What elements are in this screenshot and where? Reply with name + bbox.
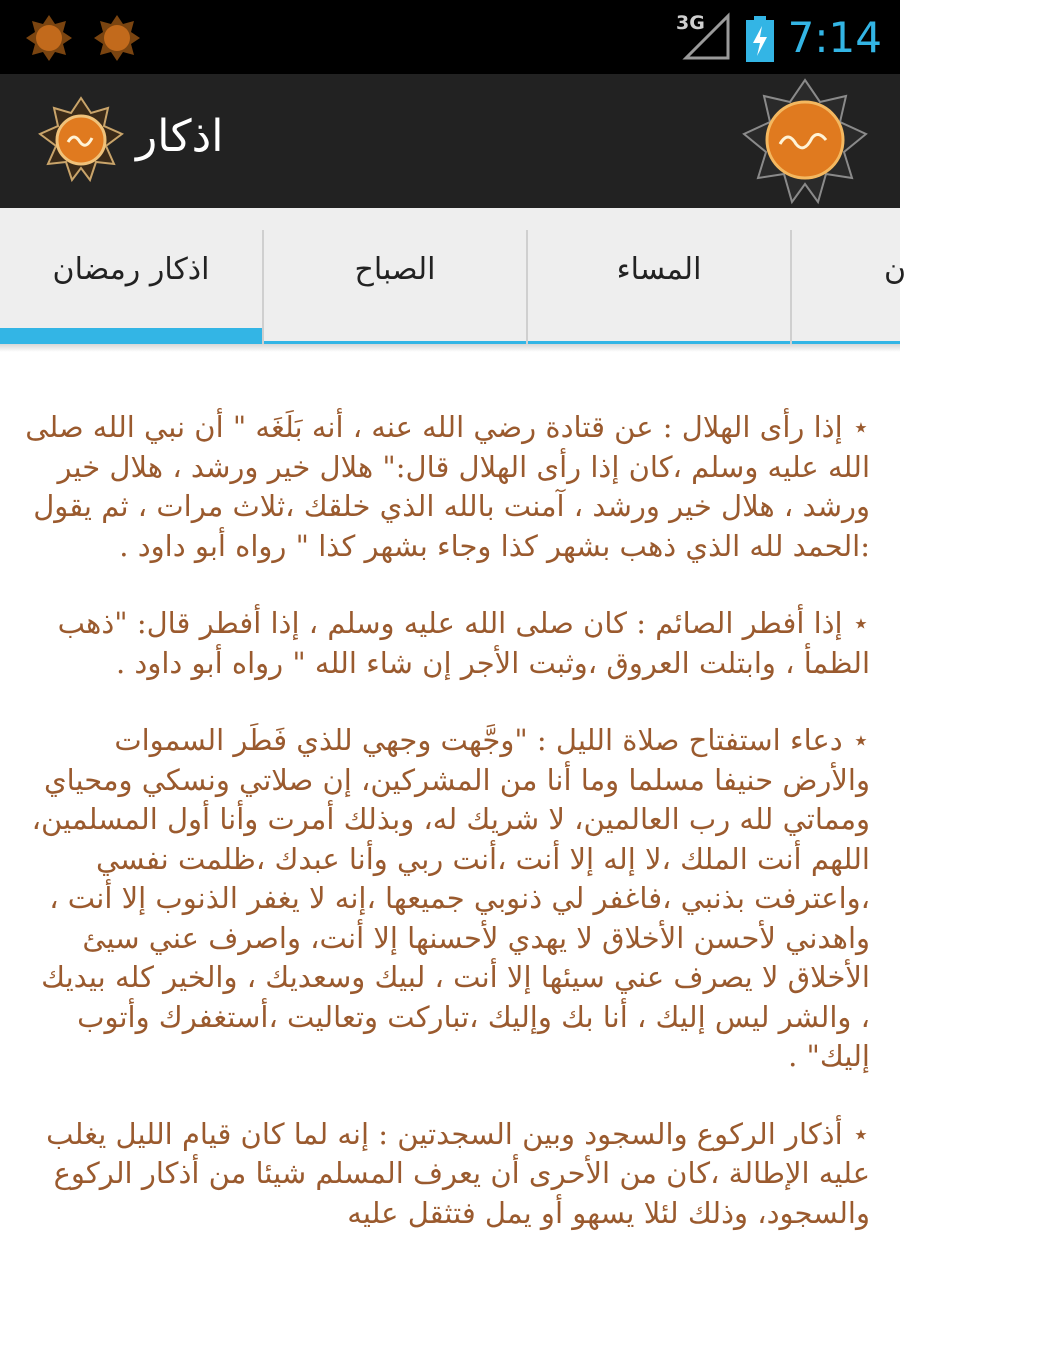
tab-label: الصباح bbox=[354, 252, 436, 287]
tab-label: المساء bbox=[616, 252, 702, 287]
app-title: اذكار bbox=[136, 111, 224, 162]
azkar-text-content[interactable] bbox=[24, 408, 870, 1351]
network-type-label: 3G bbox=[676, 12, 705, 34]
status-bar bbox=[0, 0, 900, 74]
selected-tab-indicator bbox=[0, 328, 262, 341]
battery-charging-icon bbox=[745, 16, 775, 62]
ramadan-star-icon[interactable] bbox=[740, 78, 870, 206]
tab-morning[interactable] bbox=[264, 208, 526, 341]
tab-label: ن bbox=[884, 252, 907, 287]
azkar-notification-icon bbox=[92, 13, 142, 63]
azkar-notification-icon bbox=[24, 13, 74, 63]
dhikr-paragraph: ⋆ دعاء استفتاح صلاة الليل : "وجَّهت وجهي للذي فَطَر السموات والأرض حنيفا مسلما وما أنا من المشركين، إن صلاتي ونسكي ومحياي ومماتي لله رب العالمين، لا شريك له، وبذلك أمرت وأنا أول المسلمين، اللهم أنت الملك ،لا إله إلا أنت ،أنت ربي وأنا عبدك ،ظلمت نفسي ،واعترفت بذنبي ،فاغفر لي ذنوبي جميعها ،إنه لا يغفر الذنوب إلا أنت ، واهدني لأحسن الأخلاق لا يهدي لأحسنها إلا أنت، واصرف عني سيئ الأخلاق لا يصرف عني سيئها إلا أنت ، لبيك وسعديك ، والخير كله بيديك ، والشر ليس إليك ، أنا بك وإليك ،تباركت وتعاليت ،أستغفرك وأتوب إليك" . bbox=[31, 723, 870, 1073]
tabs-shadow bbox=[0, 344, 900, 352]
tab-ramadan-azkar[interactable] bbox=[0, 208, 262, 341]
azkar-star-logo-icon[interactable] bbox=[36, 96, 126, 186]
action-bar bbox=[0, 74, 900, 208]
dhikr-paragraph: ⋆ أذكار الركوع والسجود وبين السجدتين : إنه لما كان قيام الليل يغلب عليه الإطالة ،كان من الأحرى أن يعرف المسلم شيئا من أذكار الركوع والسجود، وذلك لئلا يسهو أو يمل فتثقل عليه bbox=[46, 1116, 870, 1230]
tab-label: اذكار رمضان bbox=[52, 252, 210, 287]
tab-bar bbox=[0, 208, 907, 344]
signal-3g-icon bbox=[676, 14, 730, 60]
tab-evening[interactable] bbox=[528, 208, 790, 341]
dhikr-paragraph: ⋆ إذا أفطر الصائم : كان صلى الله عليه وسلم ، إذا أفطر قال: "ذهب الظمأ ، وابتلت العروق ،وثبت الأجر إن شاء الله " رواه أبو داود . bbox=[57, 606, 870, 680]
tab-partial[interactable] bbox=[792, 208, 1054, 341]
dhikr-paragraph: ⋆ إذا رأى الهلال : عن قتادة رضي الله عنه ، أنه بَلَغَه " أن نبي الله صلى الله عليه وسلم ،كان إذا رأى الهلال قال:" هلال خير ورشد ، هلال خير ورشد ، هلال خير ورشد ، آمنت بالله الذي خلقك ،ثلاث مرات ، ثم يقول :الحمد لله الذي ذهب بشهر كذا وجاء بشهر كذا " رواه أبو داود . bbox=[25, 410, 870, 563]
status-clock: 7:14 bbox=[787, 13, 882, 62]
